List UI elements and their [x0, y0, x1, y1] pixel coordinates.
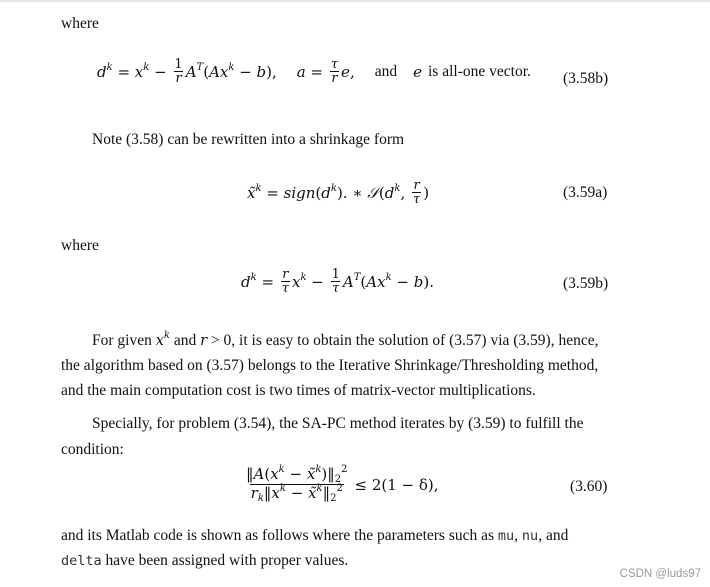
paragraph-given-line-3: and the main computation cost is two times of matrix-vector multiplications.	[61, 382, 536, 399]
text-comma: ,	[514, 527, 519, 544]
equation-3-58b: $d^k$ = $x^k$ − $\frac{1}{r}$ $A^T$ ( Ax$^k$ − b ), a = $\frac{\tau}{r}$ e , and e is all-one vector.	[97, 56, 531, 87]
paragraph-specially-line-2: condition:	[61, 441, 124, 458]
text-and-end: , and	[538, 527, 569, 544]
text-assigned: have been assigned with proper values.	[105, 552, 349, 569]
eq-tail-text: is all-one vector.	[428, 63, 531, 80]
equation-number-3-60: (3.60)	[570, 478, 608, 495]
eq-e-symbol: e	[413, 63, 422, 81]
equation-number-3-59b: (3.59b)	[563, 275, 609, 292]
paragraph-given-line-2: the algorithm based on (3.57) belongs to the Iterative Shrinkage/Thresholding method,	[61, 357, 599, 374]
equation-3-59b: $d^k$ = $\frac{r}{\tau}$ $x^k$ − $\frac{1}{\tau}$ $A^T$ ( Ax$^k$ − b ).	[241, 266, 434, 297]
where-label-1: where	[61, 15, 99, 32]
code-delta: delta	[61, 553, 102, 569]
equation-number-3-59a: (3.59a)	[563, 184, 608, 201]
eq-and-text: and	[374, 63, 398, 80]
top-border	[0, 0, 710, 2]
code-mu: mu	[497, 528, 515, 544]
paragraph-specially-line-1: Specially, for problem (3.54), the SA-PC method iterates by (3.59) to fulfill the	[92, 415, 584, 432]
paragraph-code-line-2	[61, 553, 348, 569]
equation-number-3-58b: (3.58b)	[563, 70, 609, 87]
where-label-2: where	[61, 237, 99, 254]
text-and: and	[173, 332, 197, 349]
text-matlab-intro: and its Matlab code is shown as follows where the parameters such as	[61, 527, 495, 544]
equation-3-60: $\frac{‖A(x^k - x̃^k)‖_2^2}{r_k‖x^k - x̃^k‖_2^2}$ ≤ 2(1 − δ),	[246, 464, 439, 505]
paragraph-given-line-1: For given $x^k$ and r > 0, it is easy to obtain the solution of (3.57) via (3.59), hence,	[92, 330, 599, 349]
text-for-given: For given	[92, 332, 152, 349]
code-nu: nu	[521, 528, 539, 544]
paragraph-code-line-1	[61, 528, 568, 544]
csdn-watermark: CSDN @luds97	[619, 568, 701, 580]
note-paragraph: Note (3.58) can be rewritten into a shrinkage form	[92, 131, 405, 148]
eq-360-rhs: ≤ 2(1 − δ),	[354, 476, 439, 494]
equation-3-59a: x̃$^k$ = sign ( $d^k$ ). ∗ 𝒮 ( $d^k$ , $\frac{r}{\tau}$ )	[247, 177, 430, 208]
text-rest: > 0, it is easy to obtain the solution of (3.57) via (3.59), hence,	[210, 332, 599, 349]
